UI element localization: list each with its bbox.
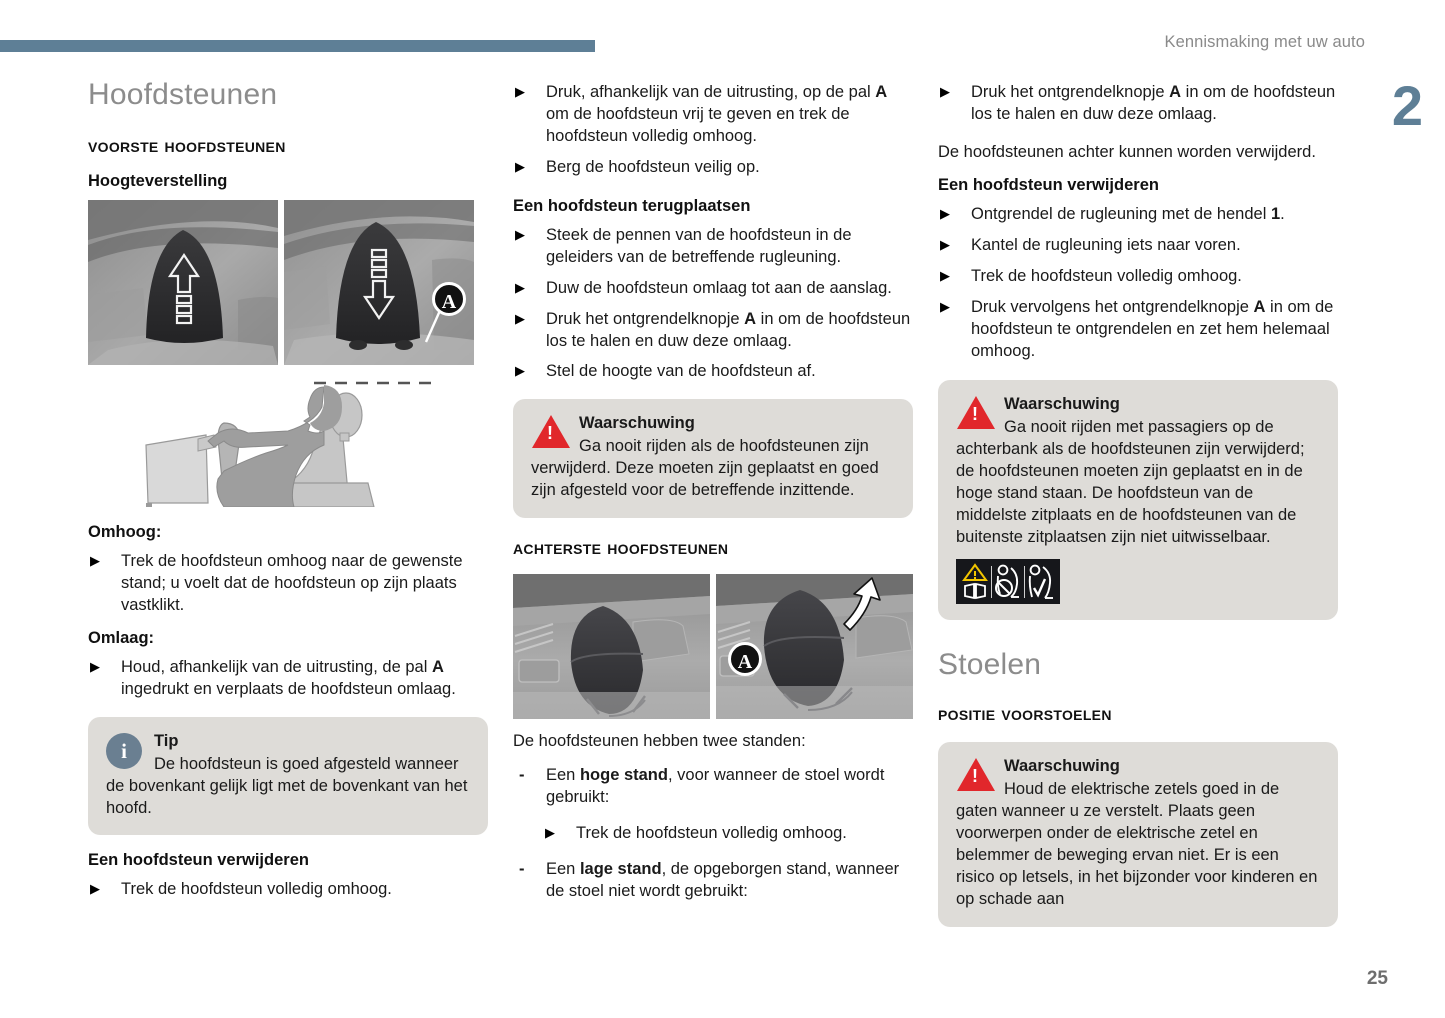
- tip-callout: [88, 717, 488, 836]
- list-item: - Een lage stand, de opgeborgen stand, wanneer de stoel niet wordt gebruikt:: [513, 859, 913, 903]
- subhead-remove-headrest-left: Een hoofdsteun verwijderen: [88, 851, 309, 870]
- page-title-seats: Stoelen: [938, 648, 1042, 681]
- text-rear-removable: De hoofdsteunen achter kunnen worden verwijderd.: [938, 142, 1316, 161]
- warning-manual-icon: [959, 563, 991, 601]
- list-item: ▶ Kantel de rugleuning iets naar voren.: [938, 235, 1338, 257]
- list-item: - Een hoge stand, voor wanneer de stoel wordt gebruikt:: [513, 765, 913, 809]
- warning-label: Waarschuwing: [1004, 395, 1120, 414]
- bullets-remove-right: [938, 204, 1338, 363]
- list-positions-low: [513, 859, 913, 903]
- list-item: ▶ Steek de pennen van de hoofdsteun in de geleiders van de betreffende rugleuning.: [513, 225, 913, 269]
- bullets-remove-left: [88, 879, 488, 901]
- warning-triangle-icon: [956, 758, 996, 794]
- warning-body: Houd de elektrische zetels goed in de gaten wanneer u ze verstelt. Plaats geen voorwerpen onder de elektrische zetel en belemmer de beweging ervan niet. Er is een risico op letsels, in het bijzonder voor kinderen en op schade aan: [956, 779, 1318, 908]
- list-item: ▶ Druk het ontgrendelknopje A in om de hoofdsteun los te halen en duw deze omlaag.: [938, 82, 1338, 126]
- subsection-front-seat-position: positie voorstoelen: [938, 702, 1112, 725]
- bullets-remove-continued: [513, 82, 913, 179]
- tip-body: De hoofdsteun is goed afgesteld wanneer de bovenkant gelijk ligt met de bovenkant van het hoofd.: [106, 754, 468, 817]
- list-item: ▶ Druk het ontgrendelknopje A in om de hoofdsteun los te halen en duw deze omlaag.: [513, 309, 913, 353]
- bullets-high-position: [543, 823, 913, 845]
- info-icon: i: [106, 733, 146, 769]
- no-seat-icon: [992, 564, 1024, 600]
- list-item: ▶ Trek de hoofdsteun volledig omhoog.: [543, 823, 913, 845]
- bullets-right-top: [938, 82, 1338, 126]
- subsection-rear-headrests: achterste hoofdsteunen: [513, 536, 729, 560]
- text-two-positions: De hoofdsteunen hebben twee standen:: [513, 732, 806, 751]
- warning-callout-middle: [513, 399, 913, 518]
- subsection-front-headrests: voorste hoofdsteunen: [88, 134, 286, 157]
- left-column: [88, 78, 488, 913]
- callout-badge-a-front: A: [432, 282, 466, 316]
- page-number: 25: [1366, 968, 1388, 989]
- figure-rear-headrest: [513, 574, 913, 719]
- page-title: Hoofdsteunen: [88, 78, 278, 111]
- figure-driver-posture: [88, 375, 488, 507]
- list-item: ▶ Druk vervolgens het ontgrendelknopje A in om de hoofdsteun te ontgrendelen en zet hem helemaal omhoog.: [938, 297, 1338, 363]
- middle-column: [513, 82, 913, 913]
- photo-headrest-raise: [88, 200, 278, 365]
- subhead-refit-headrest: Een hoofdsteun terugplaatsen: [513, 196, 751, 215]
- warning-body: Ga nooit rijden als de hoofdsteunen zijn verwijderd. Deze moeten zijn geplaatst en goed zijn afgesteld voor de betreffende inzittende.: [531, 437, 879, 500]
- chapter-number: 2: [1391, 74, 1423, 137]
- check-seat-icon: [1025, 564, 1057, 600]
- subhead-up: Omhoog:: [88, 523, 162, 541]
- list-item: ▶ Berg de hoofdsteun veilig op.: [513, 157, 913, 179]
- list-item: ▶ Houd, afhankelijk van de uitrusting, de pal A ingedrukt en verplaats de hoofdsteun omlaag.: [88, 657, 488, 701]
- photo-rear-headrest-low: [513, 574, 710, 719]
- warning-triangle-icon: [531, 415, 571, 451]
- list-item: ▶ Trek de hoofdsteun volledig omhoog.: [938, 266, 1338, 288]
- tip-label: Tip: [154, 731, 179, 750]
- warning-triangle-icon: [956, 396, 996, 432]
- bullets-up: [88, 551, 488, 617]
- warning-callout-seats: [938, 742, 1338, 927]
- subhead-down: Omlaag:: [88, 628, 155, 647]
- figure-front-headrest-height: [88, 200, 488, 365]
- pictogram-strip: [956, 559, 1060, 604]
- list-positions: [513, 765, 913, 809]
- list-item: ▶ Stel de hoogte van de hoofdsteun af.: [513, 361, 913, 383]
- list-item: ▶ Trek de hoofdsteun volledig omhoog.: [88, 879, 488, 901]
- photo-headrest-lower: [284, 200, 474, 365]
- list-item: ▶ Trek de hoofdsteun omhoog naar de gewenste stand; u voelt dat de hoofdsteun op zijn plaats vastklikt.: [88, 551, 488, 617]
- subhead-height-adjustment: Hoogteverstelling: [88, 172, 228, 190]
- bullets-refit: [513, 225, 913, 384]
- header-rule: [0, 40, 595, 52]
- list-item: ▶ Druk, afhankelijk van de uitrusting, op de pal A om de hoofdsteun vrij te geven en trek de hoofdsteun volledig omhoog.: [513, 82, 913, 148]
- header-title: Kennismaking met uw auto: [1164, 33, 1365, 51]
- warning-label: Waarschuwing: [1004, 757, 1120, 775]
- callout-badge-a-rear: A: [728, 642, 762, 676]
- subhead-remove-headrest-right: Een hoofdsteun verwijderen: [938, 175, 1159, 194]
- warning-callout-rear: [938, 380, 1338, 620]
- bullets-down: [88, 657, 488, 701]
- photo-rear-headrest-raise: [716, 574, 913, 719]
- right-column: [938, 82, 1338, 943]
- list-item: ▶ Duw de hoofdsteun omlaag tot aan de aanslag.: [513, 278, 913, 300]
- warning-label: Waarschuwing: [579, 414, 695, 433]
- warning-body: Ga nooit rijden met passagiers op de achterbank als de hoofdsteunen zijn verwijderd; de hoofdsteunen moeten zijn geplaatst en in de hoge stand staan. De hoofdsteun van de middelste zitplaats en de hoofdsteunen van de buitenste zitplaatsen zijn niet uitwisselbaar.: [956, 418, 1305, 547]
- list-item: ▶ Ontgrendel de rugleuning met de hendel 1.: [938, 204, 1338, 226]
